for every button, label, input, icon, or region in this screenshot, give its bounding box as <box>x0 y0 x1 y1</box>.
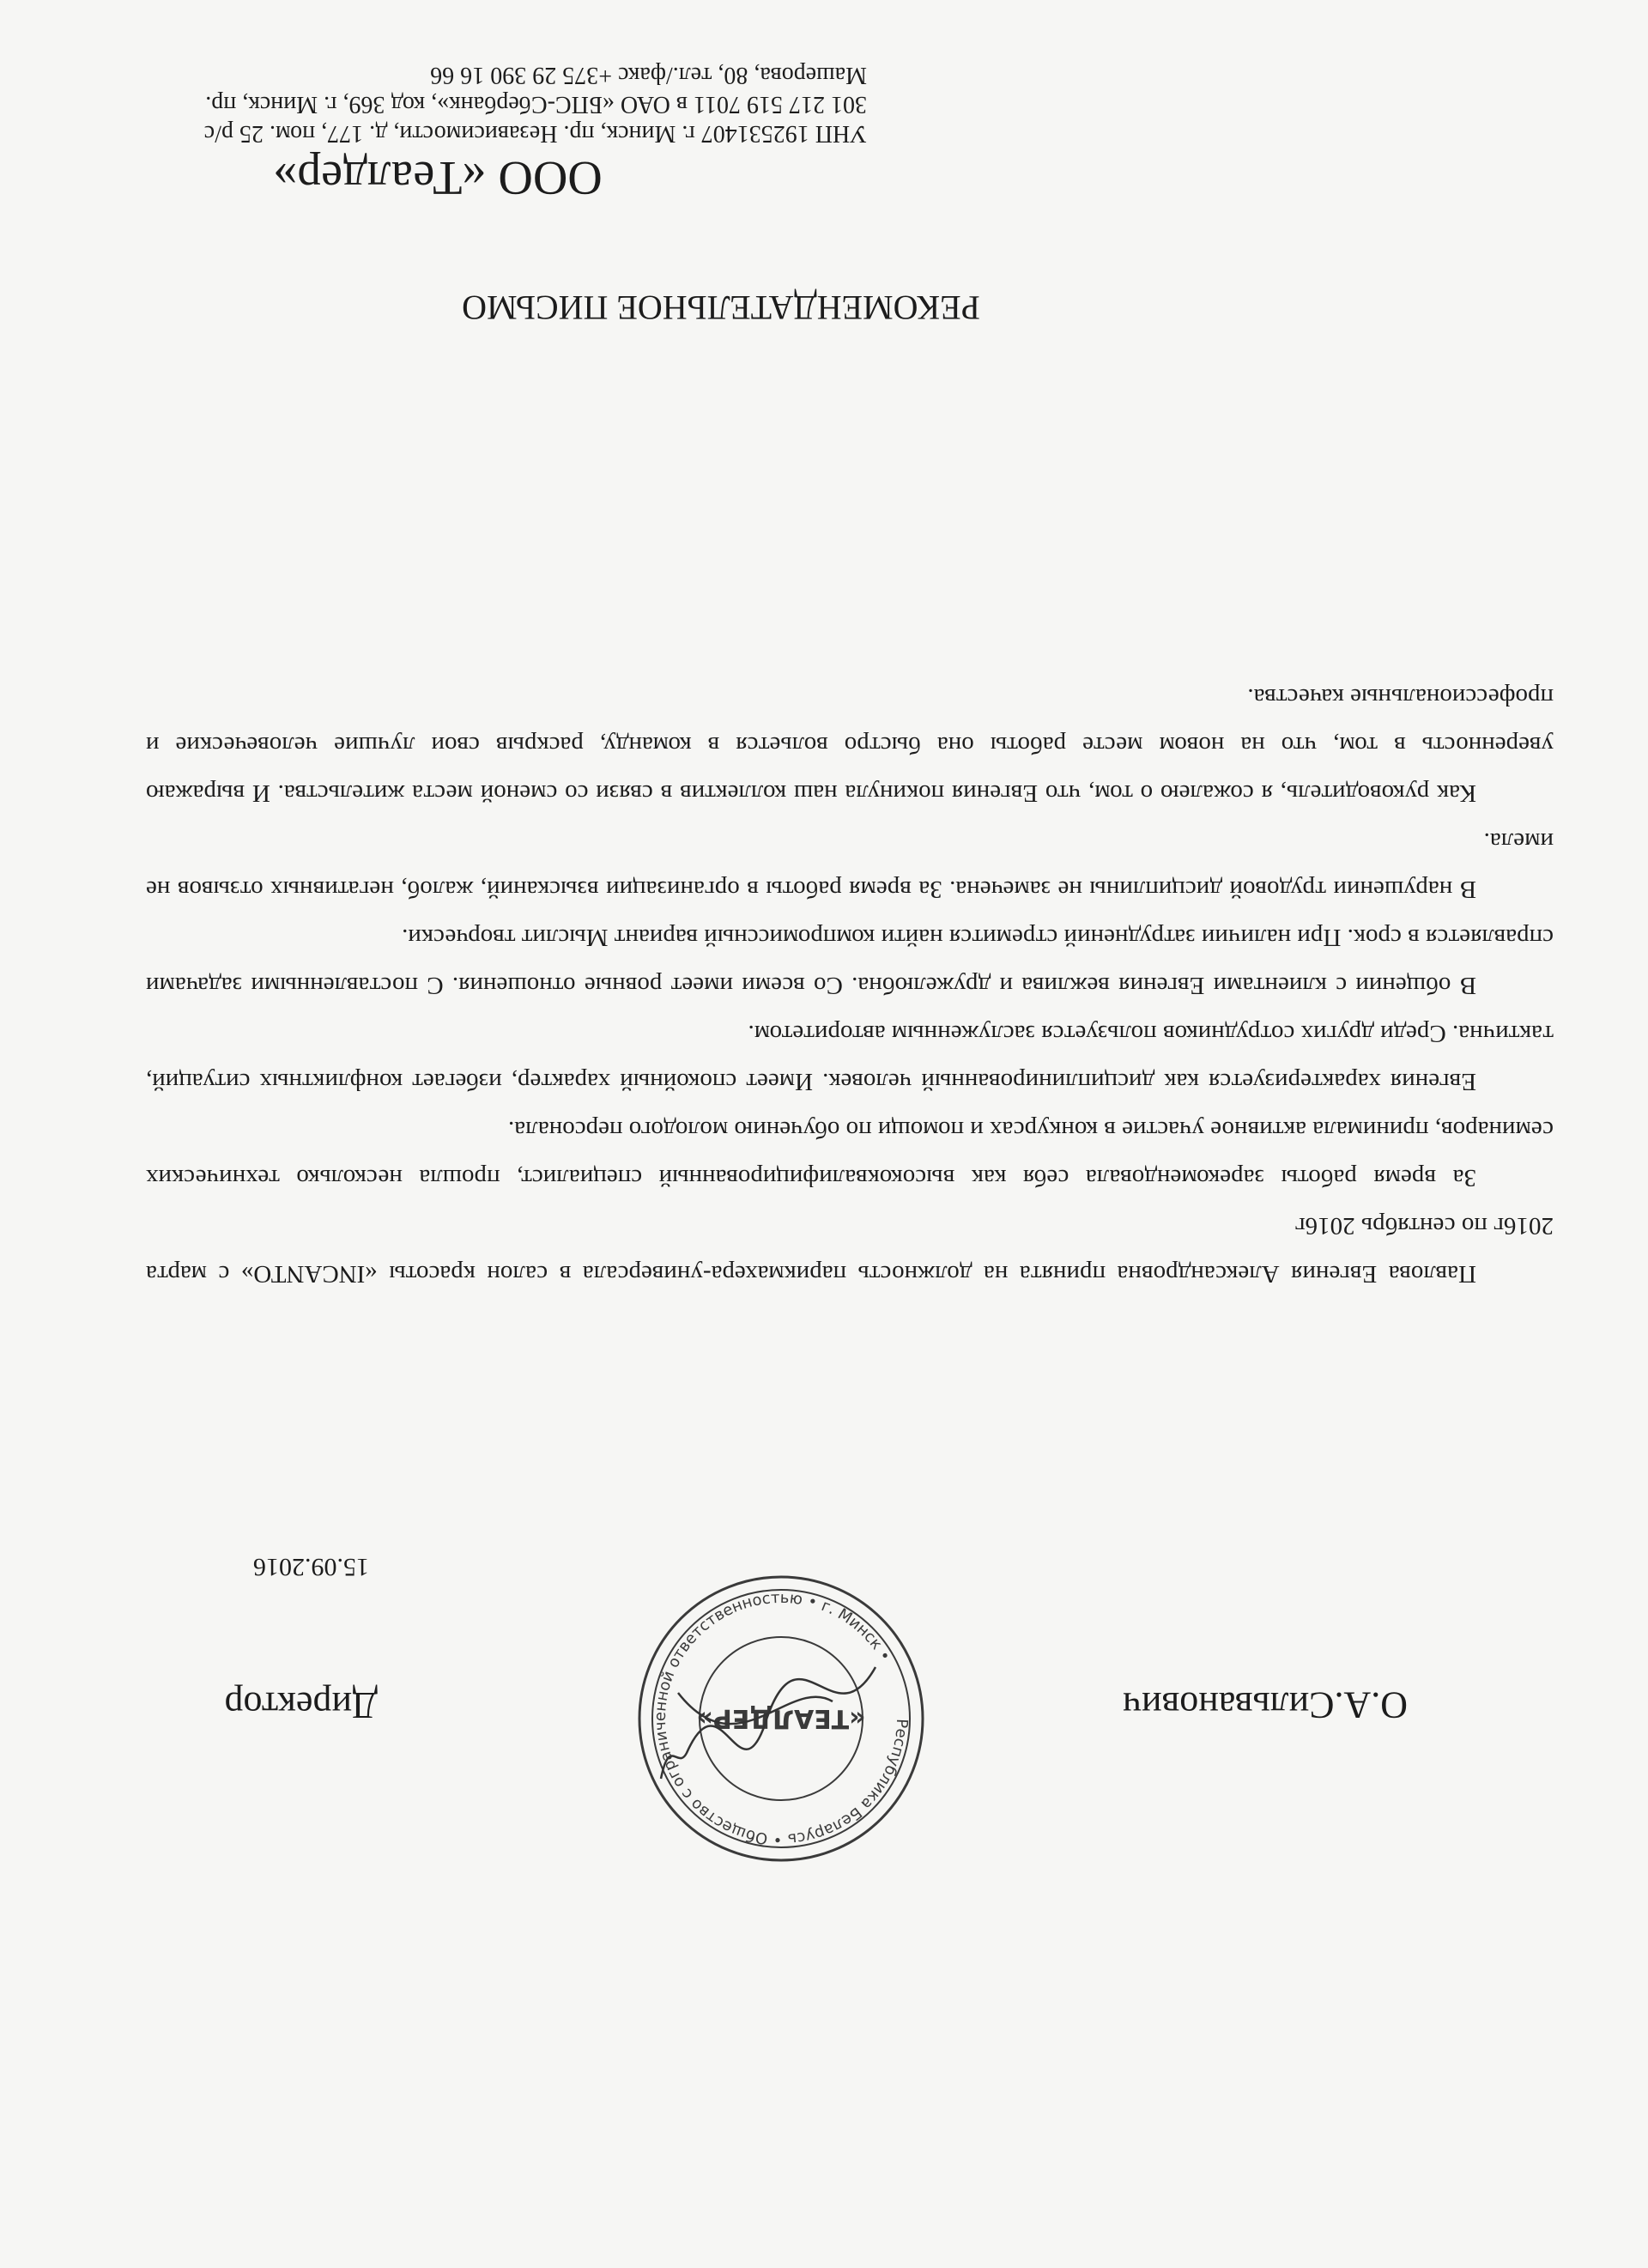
company-header <box>52 60 867 208</box>
paragraph-employment: Павлова Евгения Александровна принята на должность парикмахера-универсала в салон красоты «INCANTO» с марта 2016г по сентябрь 2016г <box>146 1212 1554 1288</box>
paragraph-character: Евгения характеризуется как дисциплинированный человек. Имеет спокойный характер, избегает конфликтных ситуаций, тактична. Среди других сотрудников пользуется заслуженным авторитетом. <box>146 1020 1554 1095</box>
letter-body <box>146 673 1554 1298</box>
paragraph-discipline: В нарушении трудовой дисциплины не замечена. За время работы в организации взысканий, жалоб, негативных отзывов не имела. <box>146 828 1554 903</box>
company-details-line-2: 301 217 519 7011 в ОАО «БПС-Сбербанк», код 369, г. Минск, пр. <box>205 91 867 118</box>
company-name: ООО «Теалдер» <box>273 151 603 204</box>
stamp-center-text: «ТЕАЛДЕР» <box>696 1703 866 1733</box>
company-details-line-1: УНП 192531407 г. Минск, пр. Независимости, д. 177, пом. 25 р/с <box>203 120 867 147</box>
paragraph-clients: В общении с клиентами Евгения вежлива и дружелюбна. Со всеми имеет ровные отношения. С поставленными задачами справляется в срок. При наличии затруднений стремится найти компромиссный вариант Мыслит творчески. <box>146 924 1554 999</box>
stamp-ring-text: Республика Беларусь • Общество с ограниченной ответственностью • г. Минск • <box>651 1588 912 1849</box>
company-details-line-3: Машерова, 80, тел./факс +375 29 390 16 66 <box>430 62 867 88</box>
paragraph-manager: Как руководитель, я сожалею о том, что Евгения покинула наш коллектив в связи со сменой места жительства. И выражаю уверенность в том, что на новом месте работы она быстро вольется в команду, раскрыв свои лучшие человеческие и профессиональные качества. <box>146 683 1554 807</box>
signatory-position: Директор <box>224 1684 378 1726</box>
paragraph-qualification: За время работы зарекомендовала себя как высококвалифицированный специалист, прошла несколько технических семинаров, принимала активное участие в конкурсах и помощи по обучению молодого персонала. <box>146 1116 1554 1192</box>
company-stamp <box>627 1564 936 1873</box>
letter-title: РЕКОМЕНДАТЕЛЬНОЕ ПИСЬМО <box>462 288 980 327</box>
signatory-name: О.А.Сильванович <box>1122 1684 1408 1726</box>
letter-date: 15.09.2016 <box>253 1553 369 1581</box>
